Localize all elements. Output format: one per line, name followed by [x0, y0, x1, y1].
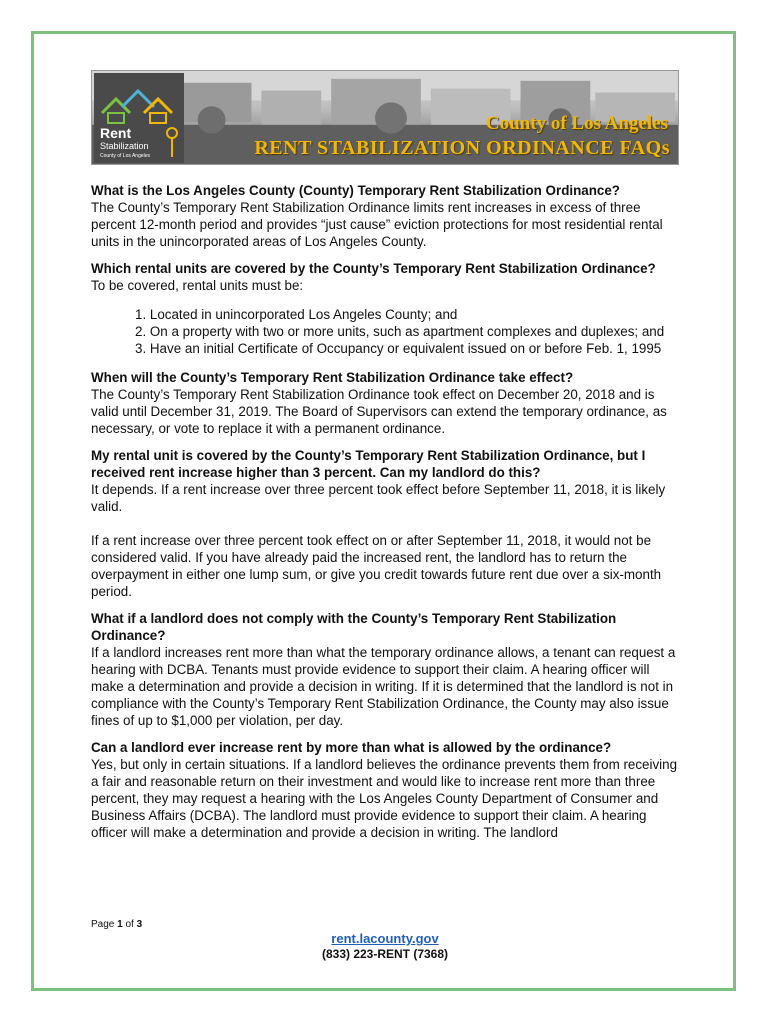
faq-answer: If a landlord increases rent more than what the temporary ordinance allows, a tenant can request a hearing with DCBA. Tenants must provide evidence to support their claim. A hearing officer will make a determination and provide a decision in writing. If it is determined that the landlord is not in compliance with the County’s Temporary Rent Stabilization Ordinance, the County may also issue fines of up to $1,000 per violation, per day.	[91, 645, 676, 728]
faq-question: My rental unit is covered by the County’s Temporary Rent Stabilization Ordinance, but I received rent increase higher than 3 percent. Can my landlord do this?	[91, 448, 646, 480]
list-item: 3. Have an initial Certificate of Occupancy or equivalent issued on or before Feb. 1, 1995	[135, 341, 662, 356]
page-number	[91, 919, 142, 930]
faq-question: Can a landlord ever increase rent by more than what is allowed by the ordinance?	[91, 740, 612, 755]
logo-title: Rent	[100, 125, 132, 141]
logo-caption: County of Los Angeles	[100, 153, 151, 159]
faq-item-continued	[91, 532, 681, 600]
list-item: 1. Located in unincorporated Los Angeles County; and	[135, 307, 458, 322]
list-item: 2. On a property with two or more units, such as apartment complexes and duplexes; and	[135, 324, 665, 339]
faq-item	[91, 369, 681, 437]
banner-county: County of Los Angeles	[485, 113, 668, 134]
page-total: 3	[136, 919, 143, 930]
coverage-list	[135, 306, 681, 357]
page-of: of	[125, 919, 134, 930]
faq-item	[91, 182, 681, 250]
website-link[interactable]: rent.lacounty.gov	[331, 931, 439, 946]
faq-question: Which rental units are covered by the County’s Temporary Rent Stabilization Ordinance?	[91, 261, 656, 276]
faq-answer: It depends. If a rent increase over three percent took effect before September 11, 2018, it is likely valid.	[91, 482, 666, 514]
page-label: Page	[91, 919, 115, 930]
faq-answer: If a rent increase over three percent took effect on or after September 11, 2018, it would not be considered valid. If you have already paid the increased rent, the landlord has to return the overpayment in either one lump sum, or give you credit towards future rent due over a six-month period.	[91, 533, 662, 599]
faq-item	[91, 610, 681, 729]
faq-answer: Yes, but only in certain situations. If a landlord believes the ordinance prevents them from receiving a fair and reasonable return on their investment and would like to increase rent more than three percent, they may request a hearing with the Los Angeles County Department of Consumer and Business Affairs (DCBA). The landlord must provide evidence to support their claim. A hearing officer will make a determination and provide a decision in writing. The landlord	[91, 757, 678, 840]
faq-item	[91, 447, 681, 515]
faq-content	[91, 182, 681, 851]
banner-title: RENT STABILIZATION ORDINANCE FAQs	[254, 137, 670, 159]
header-banner	[91, 70, 679, 165]
page-current: 1	[117, 919, 123, 930]
phone-number: (833) 223-RENT (7368)	[321, 947, 449, 961]
faq-question: When will the County’s Temporary Rent Stabilization Ordinance take effect?	[91, 370, 574, 385]
faq-answer: The County’s Temporary Rent Stabilization Ordinance limits rent increases in excess of three percent 12-month period and provides “just cause” eviction protections for most residential rental units in the unincorporated areas of Los Angeles County.	[91, 200, 663, 249]
faq-answer: To be covered, rental units must be:	[91, 278, 304, 293]
faq-item	[91, 260, 681, 294]
faq-question: What if a landlord does not comply with the County’s Temporary Rent Stabilization Ordinance?	[91, 611, 617, 643]
faq-question: What is the Los Angeles County (County) Temporary Rent Stabilization Ordinance?	[91, 183, 620, 198]
faq-answer: The County’s Temporary Rent Stabilization Ordinance took effect on December 20, 2018 and is valid until December 31, 2019. The Board of Supervisors can extend the temporary ordinance, as necessary, or vote to replace it with a permanent ordinance.	[91, 387, 667, 436]
rent-stabilization-logo	[94, 73, 184, 163]
faq-item	[91, 739, 681, 841]
logo-subtitle: Stabilization	[100, 141, 149, 151]
